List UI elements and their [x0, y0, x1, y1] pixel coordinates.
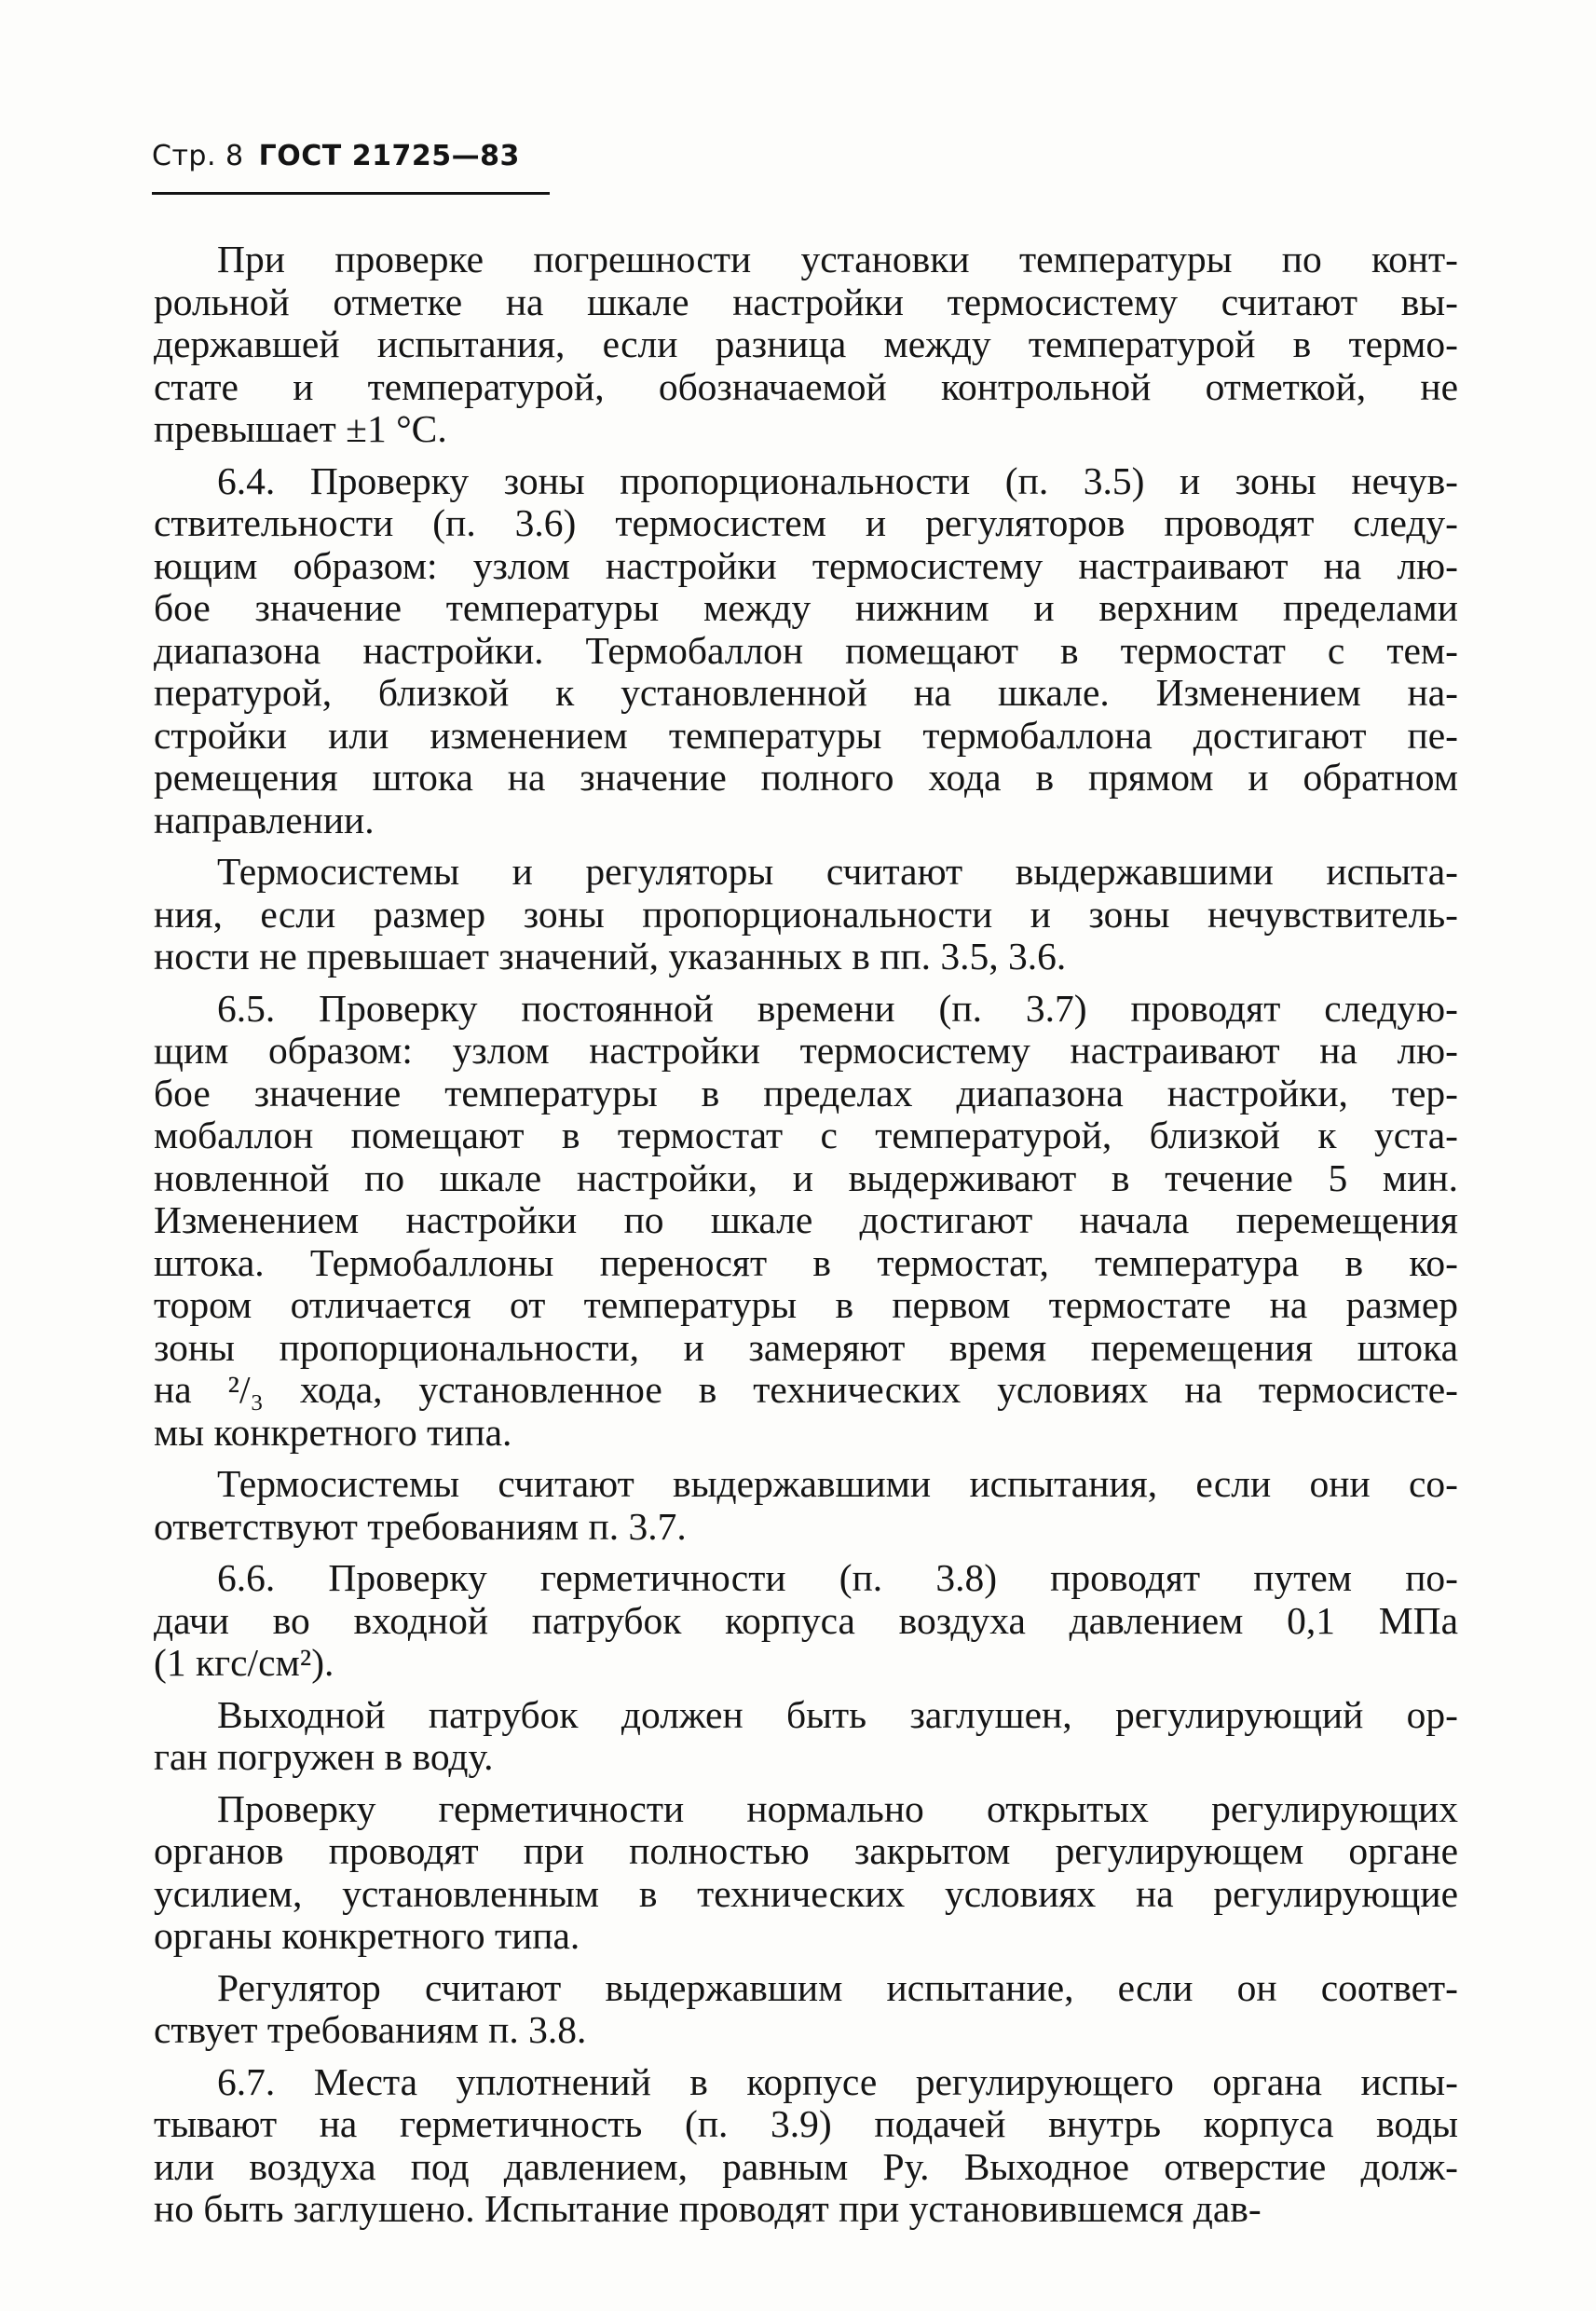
text-line: мы конкретного типа. [154, 1410, 512, 1454]
text-line: Регулятор считают выдержавшим испытание, если он соответ- [217, 1965, 1458, 2009]
paragraph [154, 988, 1458, 1455]
text-line: Термосистемы и регуляторы считают выдержавшими испыта- [217, 850, 1458, 893]
text-line: ствует требованиям п. 3.8. [154, 2008, 587, 2051]
text-line: ответствуют требованиям п. 3.7. [154, 1504, 687, 1548]
text-line: 6.4. Проверку зоны пропорциональности (п. 3.5) и зоны нечув- [217, 458, 1458, 502]
text-line: пературой, близкой к установленной на шкале. Изменением на- [154, 671, 1458, 714]
text-line: щим образом: узлом настройки термосистему настраивают на лю- [154, 1029, 1458, 1072]
header-rule [152, 192, 550, 195]
text-line: органы конкретного типа. [154, 1914, 580, 1957]
text-line: ремещения штока на значение полного хода в прямом и обратном [154, 756, 1458, 799]
text-line: тором отличается от температуры в первом термостате на размер [154, 1283, 1458, 1326]
text-line: рольной отметке на шкале настройки термосистему считают вы- [154, 280, 1458, 323]
text-line: Изменением настройки по шкале достигают начала перемещения [154, 1198, 1458, 1241]
paragraph [154, 2061, 1458, 2231]
text-line: тывают на герметичность (п. 3.9) подачей внутрь корпуса воды [154, 2102, 1458, 2145]
text-line: направлении. [154, 798, 375, 841]
text-line: (1 кгс/см²). [154, 1641, 334, 1684]
text-line: 6.5. Проверку постоянной времени (п. 3.7) проводят следую- [217, 986, 1458, 1030]
text-line: ствительности (п. 3.6) термосистем и регуляторов проводят следу- [154, 501, 1458, 544]
paragraph [154, 460, 1458, 842]
text-line: новленной по шкале настройки, и выдерживают в течение 5 мин. [154, 1156, 1458, 1199]
text-line: но быть заглушено. Испытание проводят при установившемся дав- [154, 2187, 1262, 2230]
text-line: усилием, установленным в технических условиях на регулирующие [154, 1871, 1458, 1915]
paragraph [154, 1557, 1458, 1685]
text-line: ности не превышает значений, указанных в пп. 3.5, 3.6. [154, 935, 1067, 978]
text-line: ющим образом: узлом настройки термосистему настраивают на лю- [154, 543, 1458, 587]
text-line: органов проводят при полностью закрытом регулирующем органе [154, 1829, 1458, 1872]
paragraph [154, 1967, 1458, 2052]
text-line: 6.7. Места уплотнений в корпусе регулирующего органа испы- [217, 2059, 1458, 2103]
page-label: Стр. 8 [152, 140, 244, 172]
text-line: бое значение температуры в пределах диапазона настройки, тер- [154, 1071, 1458, 1114]
text-line: или воздуха под давлением, равным Pу. Выходное отверстие долж- [154, 2144, 1458, 2188]
text-line: превышает ±1 °С. [154, 407, 447, 450]
text-line: стройки или изменением температуры термобаллона достигают пе- [154, 713, 1458, 757]
document-body [154, 239, 1458, 2240]
text-line: Термосистемы считают выдержавшими испытания, если они со- [217, 1462, 1458, 1505]
text-line: штока. Термобаллоны переносят в термостат, температура в ко- [154, 1240, 1458, 1284]
paragraph [154, 851, 1458, 978]
paragraph [154, 1463, 1458, 1548]
text-line: державшей испытания, если разница между температурой в термо- [154, 322, 1458, 365]
text-line: мобаллон помещают в термостат с температурой, близкой к уста- [154, 1114, 1458, 1156]
text-line: При проверке погрешности установки температуры по конт- [217, 238, 1458, 280]
standard-designation: ГОСТ 21725—83 [258, 140, 520, 172]
text-line: Проверку герметичности нормально открытых регулирующих [217, 1786, 1458, 1830]
paragraph [154, 239, 1458, 451]
text-line: на ²/₃ хода, установленное в технических условиях на термосисте- [154, 1368, 1458, 1411]
paragraph [154, 1788, 1458, 1958]
text-line: ния, если размер зоны пропорциональности и зоны нечувствитель- [154, 892, 1458, 936]
page-header [152, 140, 520, 172]
text-line: дачи во входной патрубок корпуса воздуха давлением 0,1 МПа [154, 1598, 1458, 1642]
paragraph [154, 1694, 1458, 1779]
text-line: стате и температурой, обозначаемой контрольной отметкой, не [154, 364, 1458, 408]
text-line: зоны пропорциональности, и замеряют время перемещения штока [154, 1325, 1458, 1369]
text-line: диапазона настройки. Термобаллон помещают в термостат с тем- [154, 628, 1458, 672]
text-line: Выходной патрубок должен быть заглушен, регулирующий ор- [217, 1692, 1458, 1736]
text-line: ган погружен в воду. [154, 1735, 494, 1778]
text-line: бое значение температуры между нижним и верхним пределами [154, 586, 1458, 629]
text-line: 6.6. Проверку герметичности (п. 3.8) проводят путем по- [217, 1556, 1458, 1599]
